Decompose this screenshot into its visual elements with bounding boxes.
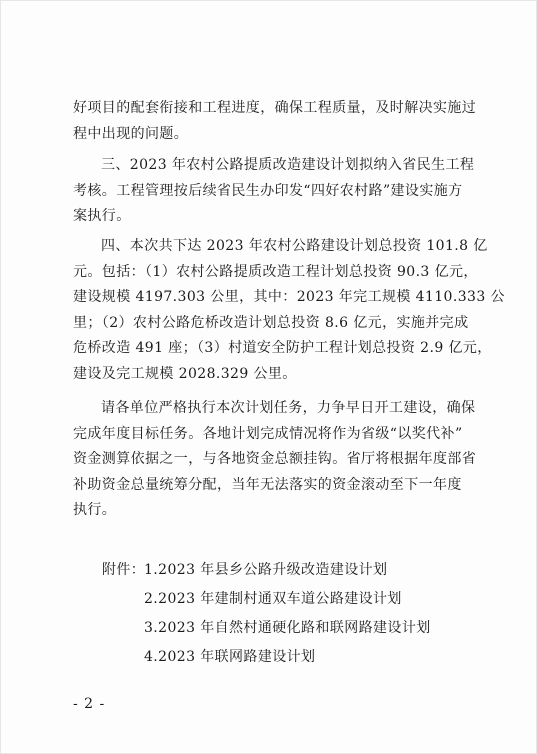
- text-line: 补助资金总量统筹分配，当年无法落实的资金滚动至下一年度: [73, 476, 462, 493]
- attachment-item: [102, 556, 431, 585]
- text-line: 考核。工程管理按后续省民生办印发“四好农村路”建设实施方: [73, 182, 463, 199]
- text-line: 好项目的配套衔接和工程进度，确保工程质量，及时解决实施过: [73, 100, 477, 116]
- paragraph-instructions: [73, 396, 477, 524]
- text-line: 建设规模 4197.303 公里，其中：2023 年完工规模 4110.333 公: [73, 289, 505, 305]
- attachment-item: [102, 614, 431, 643]
- text-line: 案执行。: [73, 208, 131, 224]
- text-line: 完成年度目标任务。各地计划完成情况将作为省级“以奖代补”: [73, 425, 463, 442]
- attachments-list: [102, 556, 431, 672]
- paragraph-continuation: [73, 96, 477, 147]
- attachment-title: 2.2023 年建制村通双车道公路建设计划: [144, 591, 402, 607]
- attachment-title: 4.2023 年联网路建设计划: [144, 649, 316, 665]
- attachment-title: 1.2023 年县乡公路升级改造建设计划: [144, 562, 388, 578]
- text-line: 里；（2）农村公路危桥改造计划总投资 8.6 亿元，实施并完成: [73, 314, 469, 331]
- text-line: 执行。: [73, 502, 117, 518]
- attachment-item: [102, 643, 431, 672]
- attachments-label: 附件：: [102, 562, 146, 578]
- text-line: 程中出现的问题。: [73, 125, 189, 142]
- text-line: 建设及完工规模 2028.329 公里。: [73, 365, 297, 382]
- text-line: 资金测算依据之一，与各地资金总额挂钩。省厅将根据年度部省: [73, 451, 477, 467]
- text-line: 元。包括：（1）农村公路提质改造工程计划总投资 90.3 亿元，: [73, 263, 478, 280]
- text-line: 请各单位严格执行本次计划任务，力争早日开工建设，确保: [101, 400, 476, 416]
- text-line: 四、本次共下达 2023 年农村公路建设计划总投资 101.8 亿: [101, 238, 488, 254]
- text-line: 三、2023 年农村公路提质改造建设计划拟纳入省民生工程: [101, 157, 475, 173]
- text-line: 危桥改造 491 座；（3）村道安全防护工程计划总投资 2.9 亿元，: [73, 340, 492, 356]
- paragraph-item-three: [73, 153, 473, 230]
- attachment-title: 3.2023 年自然村通硬化路和联网路建设计划: [144, 620, 431, 636]
- attachment-item: [102, 585, 431, 614]
- page-number: - 2 -: [73, 696, 106, 712]
- paragraph-item-four: [73, 234, 505, 387]
